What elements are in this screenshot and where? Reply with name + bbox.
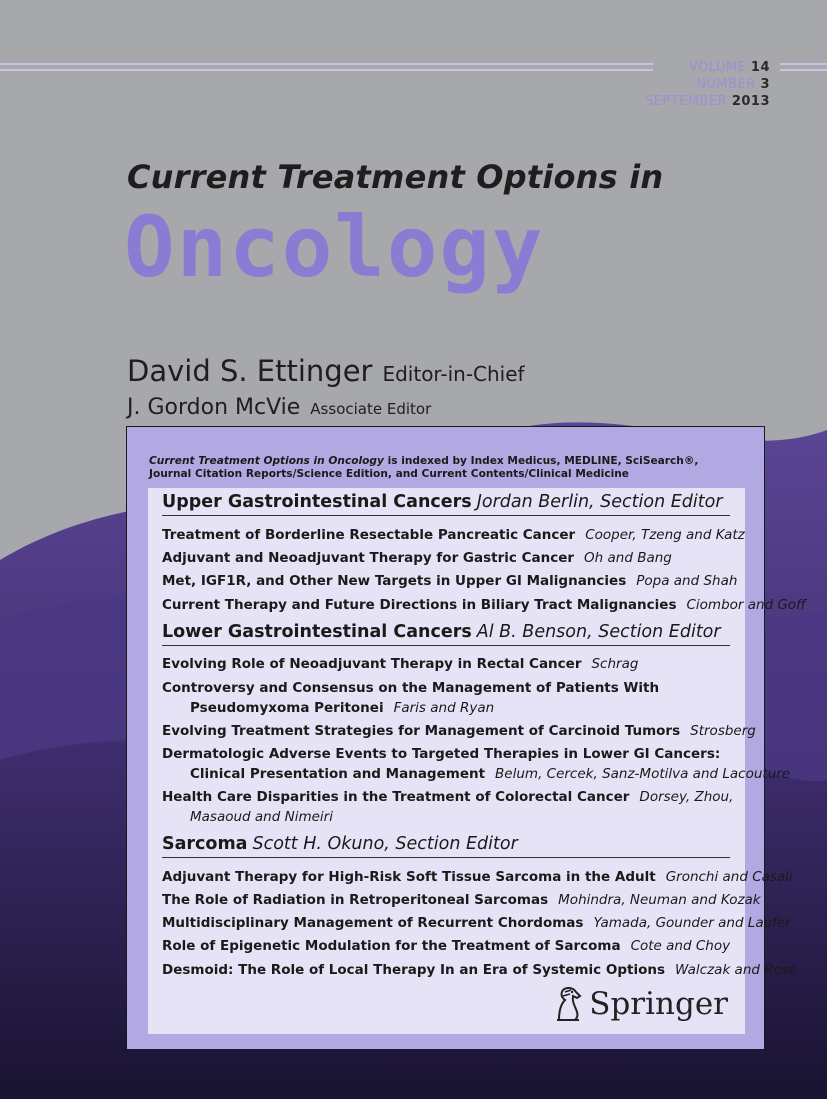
editor-in-chief [127,354,525,388]
indexing-note: Current Treatment Options in Oncology is indexed by Index Medicus, MEDLINE, SciSearch®, Journal Citation Reports/Science Edition, and Current Contents/Clinical Medicine [149,455,699,480]
top-rule [0,69,653,71]
springer-horse-icon [551,984,585,1024]
journal-title-line1: Current Treatment Options in [127,158,664,196]
section-header: Lower Gastrointestinal Cancers Al B. Benson, Section Editor [162,622,730,646]
associate-role: Associate Editor [310,400,432,418]
article-entry: Controversy and Consensus on the Management of Patients With Pseudomyxoma Peritonei Faris and Ryan [162,680,660,716]
article-entry: Role of Epigenetic Modulation for the Treatment of Sarcoma Cote and Choy [162,938,731,954]
article-entry: The Role of Radiation in Retroperitoneal Sarcomas Mohindra, Neuman and Kozak [162,892,761,908]
associate-name: J. Gordon McVie [127,395,301,420]
top-rule-right [780,69,827,71]
section-header: Sarcoma Scott H. Okuno, Section Editor [162,834,730,858]
article-entry: Treatment of Borderline Resectable Pancreatic Cancer Cooper, Tzeng and Katz [162,527,745,543]
article-entry: Current Therapy and Future Directions in Biliary Tract Malignancies Ciombor and Goff [162,597,806,613]
article-entry: Evolving Treatment Strategies for Management of Carcinoid Tumors Strosberg [162,723,756,739]
journal-title-line2: Oncology [124,198,545,296]
article-entry: Desmoid: The Role of Local Therapy In an Era of Systemic Options Walczak and Rose [162,962,798,978]
article-entry: Dermatologic Adverse Events to Targeted Therapies in Lower GI Cancers: Clinical Presentation and Management Belum, Cercek, Sanz-Motilva and Lacouture [162,746,791,782]
top-rule-right [780,63,827,65]
article-entry: Evolving Role of Neoadjuvant Therapy in Rectal Cancer Schrag [162,656,639,672]
contents-panel [148,488,806,1034]
publisher-name: Springer [589,986,728,1022]
article-entry: Health Care Disparities in the Treatment of Colorectal Cancer Dorsey, Zhou, Masaoud and Nimeiri [162,789,734,825]
article-entry: Multidisciplinary Management of Recurrent Chordomas Yamada, Gounder and Laufer [162,915,791,931]
contents-box [126,426,806,1050]
editor-role: Editor-in-Chief [382,362,525,386]
article-entry: Adjuvant Therapy for High-Risk Soft Tissue Sarcoma in the Adult Gronchi and Casali [162,869,793,885]
publisher-logo [551,984,728,1024]
volume-block: VOLUME 14 NUMBER 3 SEPTEMBER 2013 [644,60,770,109]
associate-editor [127,395,431,420]
editor-name: David S. Ettinger [127,354,373,388]
section-header: Upper Gastrointestinal Cancers Jordan Berlin, Section Editor [162,492,730,516]
top-rule [0,63,653,65]
article-entry: Adjuvant and Neoadjuvant Therapy for Gastric Cancer Oh and Bang [162,550,672,566]
article-entry: Met, IGF1R, and Other New Targets in Upper GI Malignancies Popa and Shah [162,573,738,589]
